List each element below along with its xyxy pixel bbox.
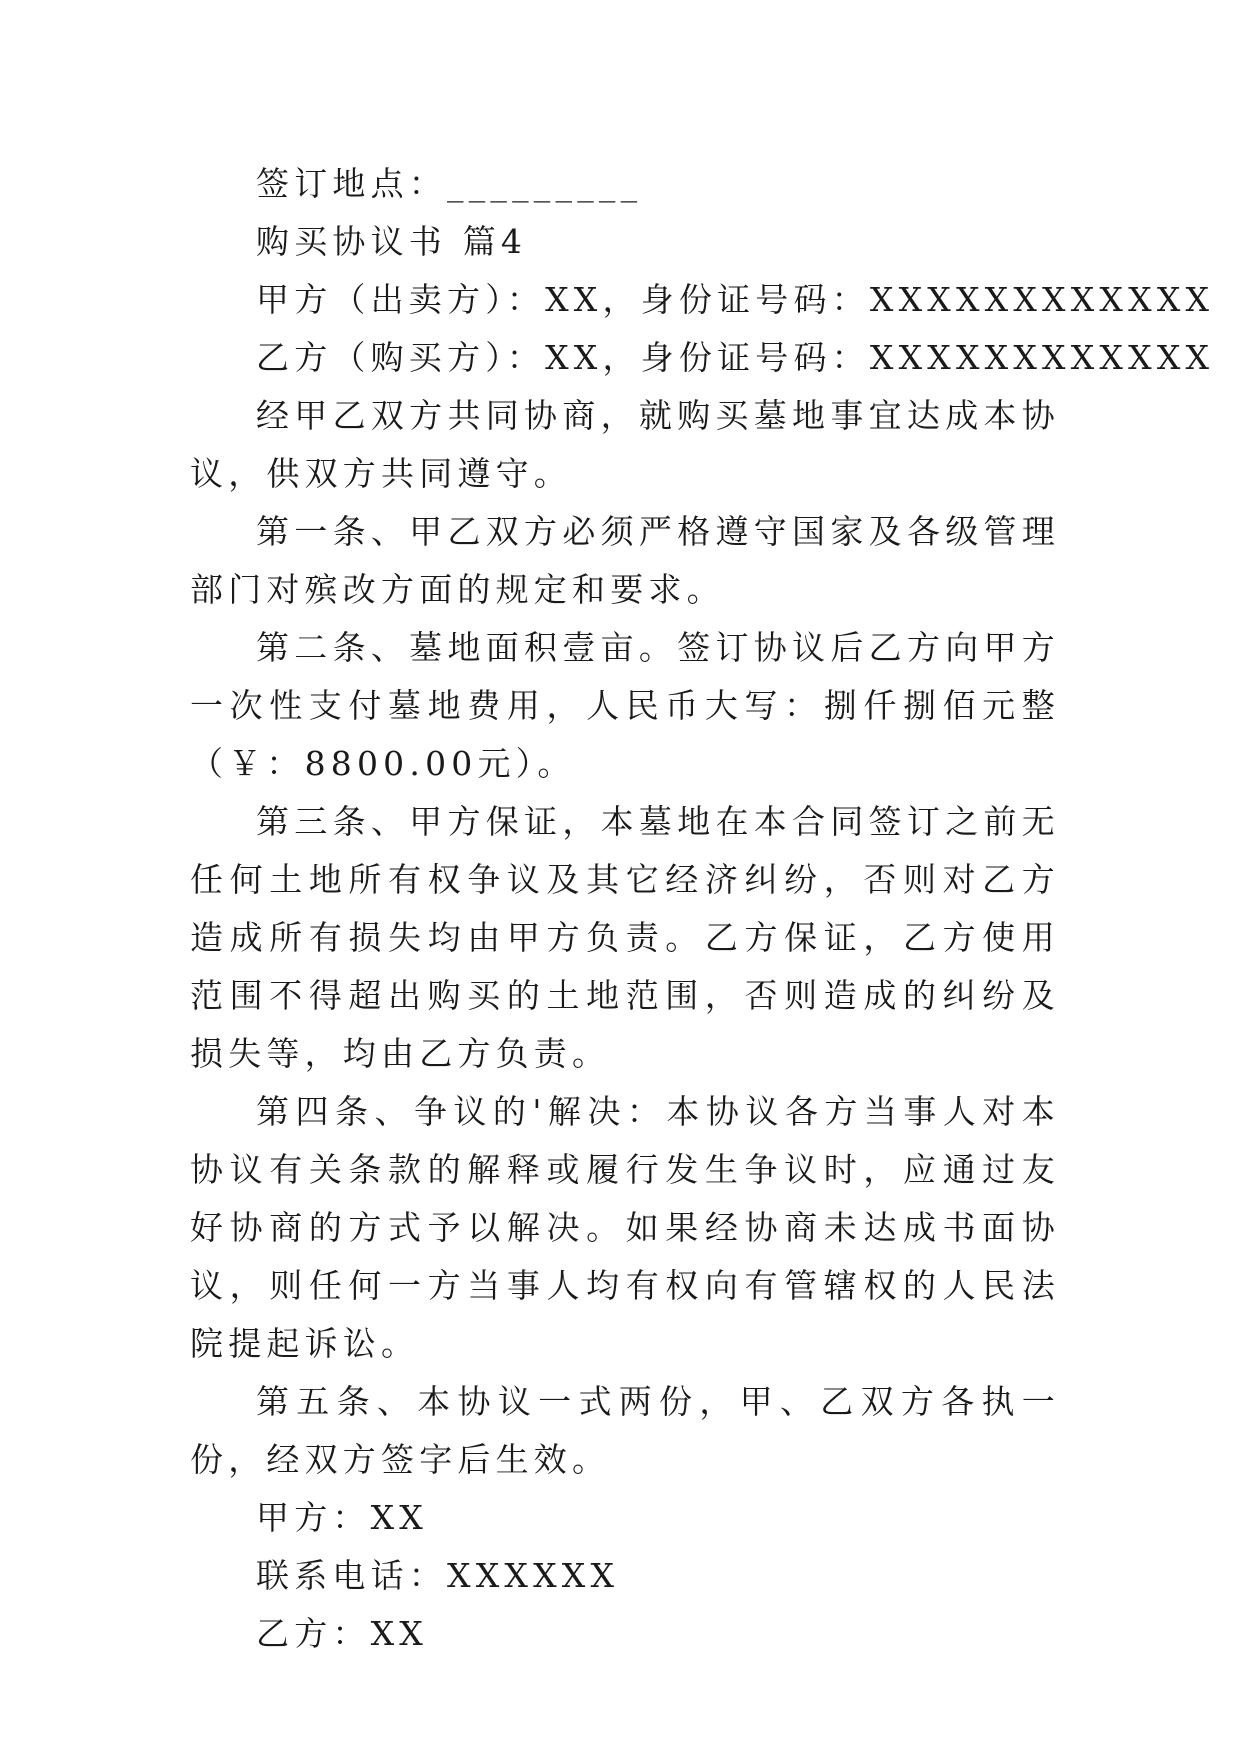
article-1-paragraph: 第一条、甲乙双方必须严格遵守国家及各级管理部门对殡改方面的规定和要求。 bbox=[190, 512, 1060, 609]
party-b-signature-line: 乙方：XX bbox=[256, 1614, 428, 1653]
article-5-paragraph: 第五条、本协议一式两份，甲、乙双方各执一份，经双方签字后生效。 bbox=[190, 1382, 1060, 1479]
signing-location-line: 签订地点：_________ bbox=[256, 164, 643, 203]
section-title: 购买协议书 篇4 bbox=[256, 222, 528, 261]
article-2-paragraph: 第二条、墓地面积壹亩。签订协议后乙方向甲方一次性支付墓地费用，人民币大写：捌仟捌佰元整（￥：8800.00元）。 bbox=[190, 628, 1060, 783]
preamble-paragraph: 经甲乙双方共同协商，就购买墓地事宜达成本协议，供双方共同遵守。 bbox=[190, 396, 1060, 493]
party-a-signature-line: 甲方：XX bbox=[256, 1498, 428, 1537]
article-4-paragraph: 第四条、争议的'解决：本协议各方当事人对本协议有关条款的解释或履行发生争议时，应通过友好协商的方式予以解决。如果经协商未达成书面协议，则任何一方当事人均有权向有管辖权的人民法院提起诉讼。 bbox=[190, 1092, 1060, 1363]
contact-phone-line: 联系电话：XXXXXX bbox=[256, 1556, 620, 1595]
document-body bbox=[190, 155, 1215, 1663]
party-b-line: 乙方（购买方）：XX，身份证号码：XXXXXXXXXXXX bbox=[256, 338, 1215, 377]
article-3-paragraph: 第三条、甲方保证，本墓地在本合同签订之前无任何土地所有权争议及其它经济纠纷，否则对乙方造成所有损失均由甲方负责。乙方保证，乙方使用范围不得超出购买的土地范围，否则造成的纠纷及损失等，均由乙方负责。 bbox=[190, 802, 1060, 1073]
party-a-line: 甲方（出卖方）：XX，身份证号码：XXXXXXXXXXXX bbox=[256, 280, 1215, 319]
